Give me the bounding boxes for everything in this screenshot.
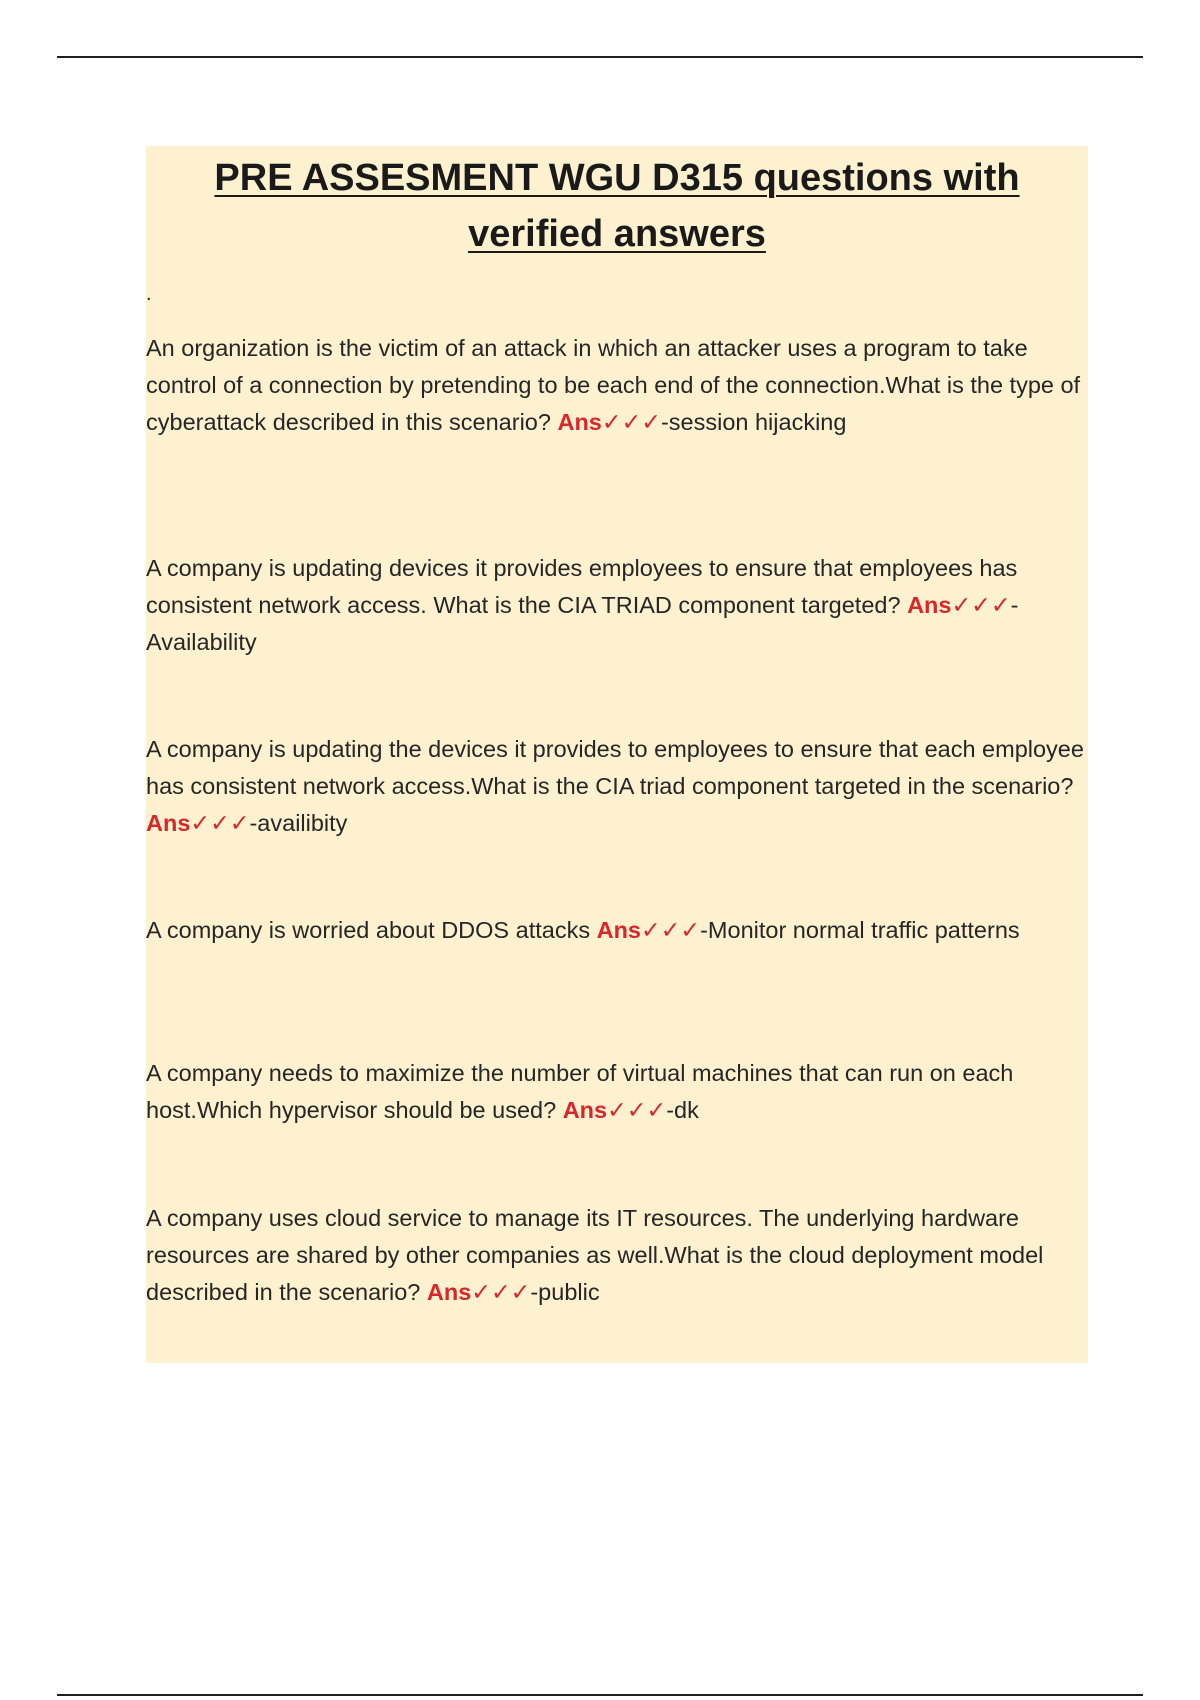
check-marks-icon: ✓✓✓ — [471, 1279, 531, 1305]
check-marks-icon: ✓✓✓ — [601, 409, 661, 435]
question-text: A company is updating the devices it provides to employees to ensure that each employee has consistent network access.What is the CIA triad component targeted in the scenario? — [146, 736, 1084, 799]
question-text: A company uses cloud service to manage its IT resources. The underlying hardware resources are shared by other companies as well.What is the cloud deployment model described in the scenario? — [146, 1205, 1044, 1305]
answer-marker: Ans — [562, 1097, 608, 1123]
answer-text: -dk — [666, 1097, 699, 1123]
qa-item-3 — [146, 731, 1084, 842]
check-marks-icon: ✓✓✓ — [190, 810, 250, 836]
answer-text: -Monitor normal traffic patterns — [700, 917, 1020, 943]
check-marks-icon: ✓✓✓ — [607, 1097, 667, 1123]
qa-item-4 — [146, 912, 1084, 949]
qa-item-2 — [146, 550, 1084, 661]
qa-item-6 — [146, 1200, 1084, 1311]
answer-marker: Ans — [426, 1279, 472, 1305]
header-rule — [57, 56, 1143, 58]
qa-item-1 — [146, 330, 1084, 441]
check-marks-icon: ✓✓✓ — [641, 917, 701, 943]
answer-text: -public — [530, 1279, 600, 1305]
answer-marker: Ans — [146, 810, 191, 836]
qa-item-5 — [146, 1055, 1084, 1129]
leading-mark: . — [146, 283, 152, 305]
answer-marker: Ans — [596, 917, 642, 943]
question-text: A company needs to maximize the number of virtual machines that can run on each host.Which hypervisor should be used? — [146, 1060, 1014, 1123]
answer-text: -Availability — [146, 592, 1019, 655]
question-text: A company is worried about DDOS attacks — [146, 917, 597, 943]
question-text: An organization is the victim of an attack in which an attacker uses a program to take control of a connection by pretending to be each end of the connection.What is the type of cyberattack described in this scenario? — [146, 335, 1081, 435]
check-marks-icon: ✓✓✓ — [951, 592, 1011, 618]
answer-marker: Ans — [557, 409, 602, 435]
answer-marker: Ans — [907, 592, 952, 618]
answer-text: -session hijacking — [660, 409, 847, 435]
document-title: PRE ASSESMENT WGU D315 questions with verified answers — [214, 157, 1020, 255]
question-text: A company is updating devices it provides employees to ensure that employees has consistent network access. What is the CIA TRIAD component targeted? — [146, 555, 1018, 618]
answer-text: -availibity — [249, 810, 348, 836]
footer-rule — [57, 1694, 1143, 1696]
